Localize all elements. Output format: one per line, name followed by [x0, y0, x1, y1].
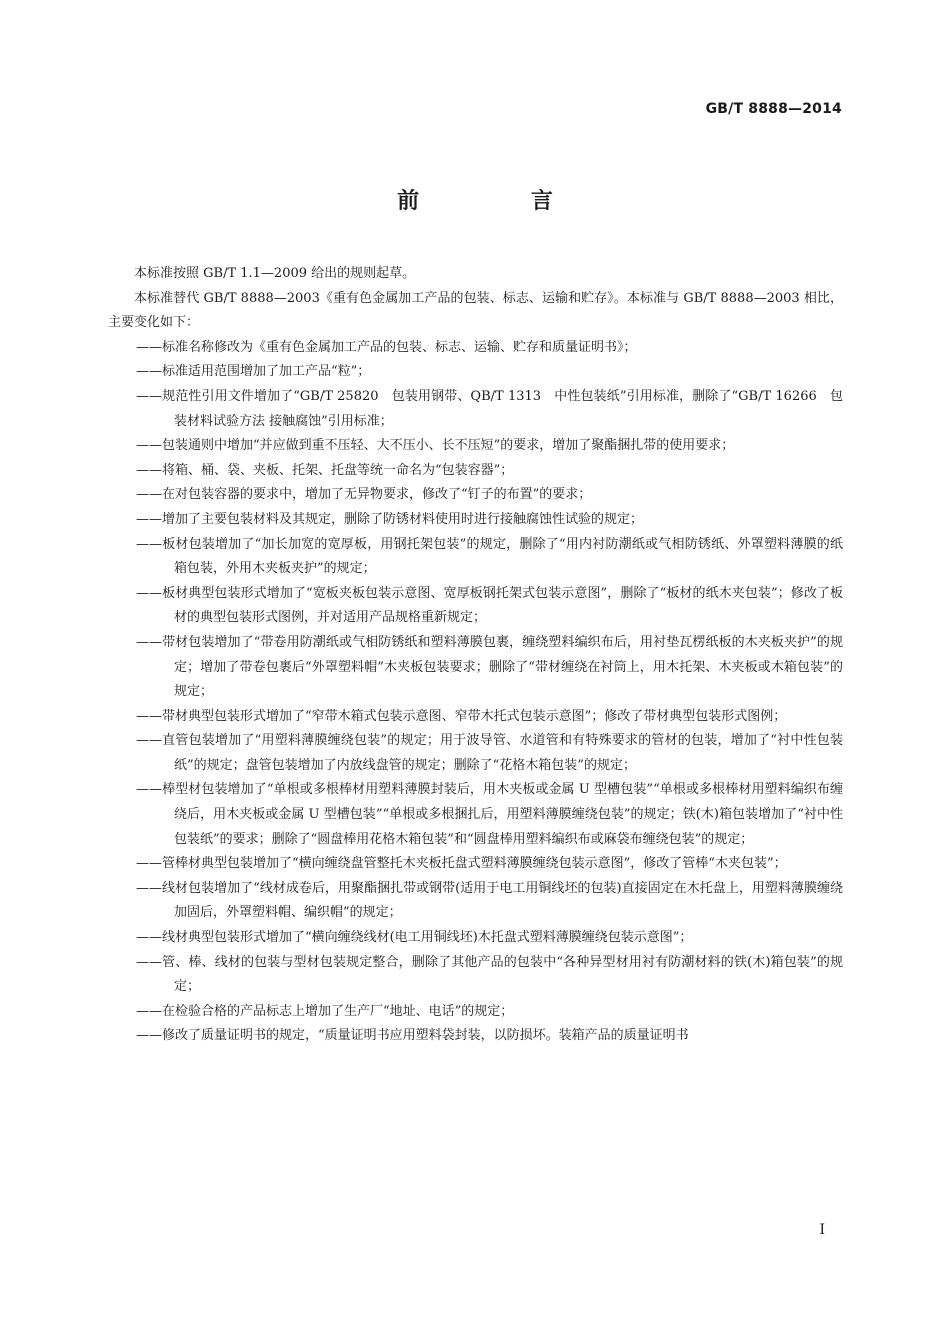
- body-text: [108, 262, 843, 1049]
- change-item: ——线材典型包装形式增加了“横向缠绕线材(电工用铜线坯)木托盘式塑料薄膜缠绕包装示意图”；: [136, 930, 693, 946]
- change-item: ——在对包装容器的要求中，增加了无异物要求，修改了“钉子的布置”的要求；: [136, 487, 592, 503]
- change-item: ——线材包装增加了“线材成卷后，用聚酯捆扎带或钢带(适用于电工用铜线坯的包装)直接固定在木托盘上，用塑料薄膜缠绕加固后，外罩塑料帽、编织帽”的规定；: [136, 880, 843, 921]
- change-item: ——管、棒、线材的包装与型材包装规定整合，删除了其他产品的包装中“各种异型材用衬有防潮材料的铁(木)箱包装”的规定；: [136, 954, 843, 995]
- standard-code: GB/T 8888—2014: [705, 101, 842, 117]
- change-item: ——标准适用范围增加了加工产品“粒”；: [136, 364, 371, 380]
- change-item: ——板材包装增加了“加长加宽的宽厚板，用钢托架包装”的规定，删除了“用内衬防潮纸或气相防锈纸、外罩塑料薄膜的纸箱包装，外用木夹板夹护”的规定；: [136, 536, 843, 577]
- change-item: ——包装通则中增加“并应做到重不压轻、大不压小、长不压短”的要求，增加了聚酯捆扎带的使用要求；: [136, 438, 735, 454]
- page-number: I: [819, 1222, 825, 1238]
- change-item: ——棒型材包装增加了“单根或多根棒材用塑料薄膜封装后，用木夹板或金属 U 型槽包装”“单根或多根棒材用塑料编织布缠绕后，用木夹板或金属 U 型槽包装”“单根或多根捆扎后，用塑料薄膜缠绕包装”的规定；铁(木)箱包装增加了“衬中性包装纸”的要求；删除了“圆盘棒用花格木箱包装”和“圆盘棒用塑料编织布或麻袋布缠绕包装”的规定；: [136, 782, 843, 847]
- change-item: ——直管包装增加了“用塑料薄膜缠绕包装”的规定；用于波导管、水道管和有特殊要求的管材的包装，增加了“衬中性包装纸”的规定；盘管包装增加了内放线盘管的规定；删除了“花格木箱包装”的规定；: [136, 733, 843, 773]
- change-item: ——修改了质量证明书的规定，“质量证明书应用塑料袋封装，以防损坏。装箱产品的质量证明书: [136, 1028, 689, 1044]
- change-item: ——管棒材典型包装增加了“横向缠绕盘管整托木夹板托盘式塑料薄膜缠绕包装示意图”，修改了管棒“木夹包装”；: [136, 856, 787, 872]
- paragraph: 本标准按照 GB/T 1.1—2009 给出的规则起草。: [134, 266, 416, 281]
- change-item: ——标准名称修改为《重有色金属加工产品的包装、标志、运输、贮存和质量证明书》；: [136, 339, 637, 355]
- change-item: ——将箱、桶、袋、夹板、托架、托盘等统一命名为“包装容器”；: [136, 462, 514, 478]
- change-item: ——带材包装增加了“带卷用防潮纸或气相防锈纸和塑料薄膜包裹，缠绕塑料编织布后，用衬垫瓦楞纸板的木夹板夹护”的规定；增加了带卷包裹后“外罩塑料帽”木夹板包装要求；删除了“带材缠绕在衬筒上，用木托架、木夹板或木箱包装”的规定；: [136, 634, 843, 700]
- change-item: ——增加了主要包装材料及其规定，删除了防锈材料使用时进行接触腐蚀性试验的规定；: [136, 511, 644, 527]
- change-item: ——规范性引用文件增加了“GB/T 25820 包装用钢带、QB/T 1313 中性包装纸”引用标准，删除了“GB/T 16266 包装材料试验方法 接触腐蚀”引用标准；: [136, 388, 843, 429]
- paragraph: 本标准替代 GB/T 8888—2003《重有色金属加工产品的包装、标志、运输和贮存》。本标准与 GB/T 8888—2003 相比，主要变化如下：: [108, 290, 843, 331]
- page-title: 前 言: [397, 189, 605, 214]
- change-item: ——带材典型包装形式增加了“窄带木箱式包装示意图、窄带木托式包装示意图”；修改了带材典型包装形式图例；: [136, 708, 787, 724]
- change-item: ——在检验合格的产品标志上增加了生产厂“地址、电话”的规定；: [136, 1003, 514, 1019]
- change-item: ——板材典型包装形式增加了“宽板夹板包装示意图、宽厚板钢托架式包装示意图”，删除了“板材的纸木夹包装”；修改了板材的典型包装形式图例，并对适用产品规格重新规定；: [136, 585, 843, 626]
